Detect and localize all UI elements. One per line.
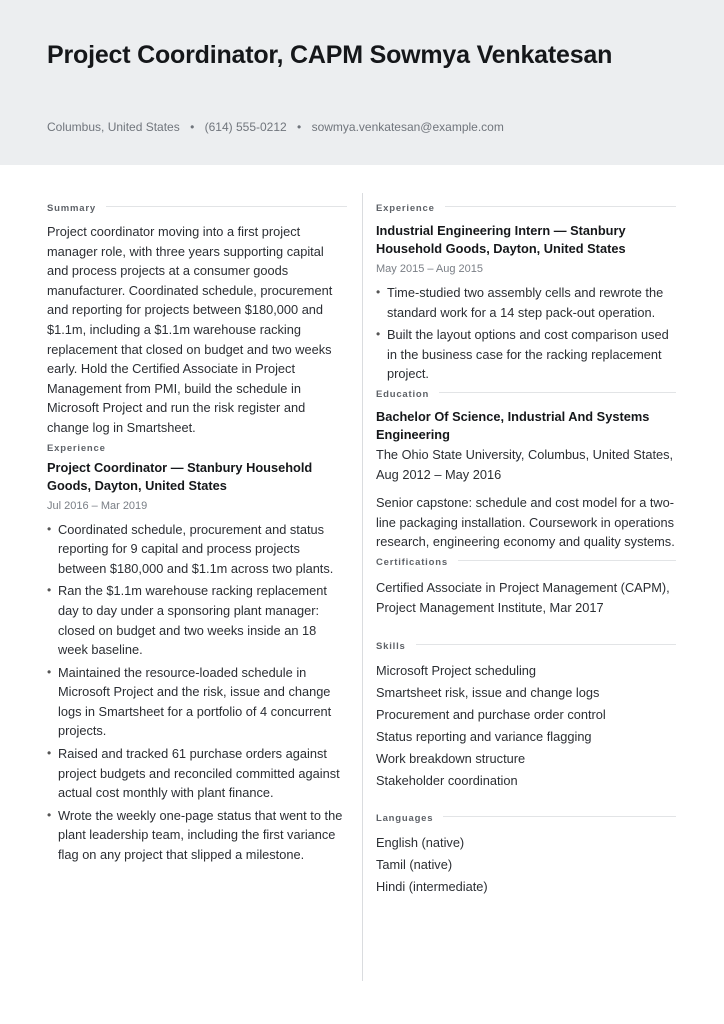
bullet-icon: • xyxy=(376,327,381,342)
experience-section xyxy=(47,438,347,865)
location: Columbus, United States xyxy=(47,120,180,134)
section-header xyxy=(47,198,347,213)
section-title: Education xyxy=(376,387,439,402)
job-dates: May 2015 – Aug 2015 xyxy=(376,263,484,275)
education-section xyxy=(376,384,676,552)
column-divider xyxy=(362,193,363,981)
phone: (614) 555-0212 xyxy=(204,120,287,134)
contact-line xyxy=(47,120,504,134)
list-item: Procurement and purchase order control xyxy=(376,707,606,723)
candidate-name: Project Coordinator, CAPM Sowmya Venkatesan xyxy=(47,41,613,69)
bullet-icon: • xyxy=(47,746,52,761)
list-item: • Ran the $1.1m warehouse racking replacement day to day under a sponsoring plant manager: closed on budget and two weeks inside an 18 week baseline. xyxy=(47,583,327,658)
bullet-icon: • xyxy=(47,807,52,822)
list-item: Microsoft Project scheduling xyxy=(376,663,537,679)
section-header xyxy=(376,636,676,651)
section-header xyxy=(376,384,676,399)
list-item: • Built the layout options and cost comparison used in the business case for the racking replacement project. xyxy=(376,327,669,382)
list-item: Status reporting and variance flagging xyxy=(376,729,592,745)
section-title: Skills xyxy=(376,639,416,654)
bullet-icon: • xyxy=(47,521,52,536)
list-item: Work breakdown structure xyxy=(376,751,526,767)
section-title: Languages xyxy=(376,811,443,826)
section-header xyxy=(376,198,676,213)
list-item: • Wrote the weekly one-page status that went to the plant leadership team, including the first variance flag on any project that slipped a milestone. xyxy=(47,807,343,863)
list-item: • Maintained the resource-loaded schedule in Microsoft Project and the risk, issue and change logs in Smartsheet for a portfolio of 4 concurrent projects. xyxy=(47,664,332,739)
list-item: English (native) xyxy=(376,835,465,851)
section-header xyxy=(47,438,347,453)
left-column xyxy=(47,198,347,868)
bullet-icon: • xyxy=(47,583,52,598)
skills-list xyxy=(376,660,676,792)
summary-text: Project coordinator moving into a first project manager role, with three years supporting capital and process projects at a consumer goods manufacturer. Coordinated schedule, procurement and reporting for projects between $180,000 and $1.1m, including a $1.1m warehouse racking replacement that closed on budget and two weeks early. Hold the Certified Associate in Project Management from PMI, build the schedule in Microsoft Project and run the risk register and change log in Smartsheet. xyxy=(47,224,333,435)
summary-section xyxy=(47,198,347,438)
section-header xyxy=(376,808,676,823)
languages-list xyxy=(376,832,676,898)
section-rule xyxy=(376,644,676,645)
experience-section xyxy=(376,198,676,384)
section-header xyxy=(376,552,676,567)
job-title: Industrial Engineering Intern — Stanbury Household Goods, Dayton, United States xyxy=(376,223,626,256)
separator-dot: • xyxy=(297,120,302,134)
list-item: • Raised and tracked 61 purchase orders against project budgets and reconciled committed against actual cost monthly with plant finance. xyxy=(47,746,340,801)
separator-dot: • xyxy=(190,120,195,134)
job-dates: Jul 2016 – Mar 2019 xyxy=(47,499,148,512)
certifications-section xyxy=(376,552,676,617)
list-item: Tamil (native) xyxy=(376,857,453,873)
section-title: Certifications xyxy=(376,555,458,570)
section-title: Summary xyxy=(47,201,106,216)
school-line: The Ohio State University, Columbus, United States, Aug 2012 – May 2016 xyxy=(376,446,674,482)
bullet-icon: • xyxy=(47,664,52,679)
list-item: • Coordinated schedule, procurement and status reporting for 9 capital and process projects between $180,000 and $1.1m across two plants. xyxy=(47,521,334,576)
resume-header xyxy=(0,0,724,165)
certification-text: Certified Associate in Project Management (CAPM), Project Management Institute, Mar 2017 xyxy=(376,579,670,615)
list-item: • Time-studied two assembly cells and rewrote the standard work for a 14 step pack-out operation. xyxy=(376,285,664,320)
list-item: Hindi (intermediate) xyxy=(376,879,488,895)
languages-section xyxy=(376,808,676,898)
email-link[interactable]: sowmya.venkatesan@example.com xyxy=(311,120,504,134)
job-title: Project Coordinator — Stanbury Household Goods, Dayton, United States xyxy=(47,459,313,493)
right-column xyxy=(376,198,676,898)
list-item: Smartsheet risk, issue and change logs xyxy=(376,685,600,701)
section-title: Experience xyxy=(376,201,445,216)
section-title: Experience xyxy=(47,441,116,456)
education-details: Senior capstone: schedule and cost model for a two-line packaging installation. Coursework in operations research, engineering economy and quality systems. xyxy=(376,495,675,550)
list-item: Stakeholder coordination xyxy=(376,773,518,789)
skills-section xyxy=(376,636,676,792)
job-bullets xyxy=(376,283,676,384)
degree-title: Bachelor Of Science, Industrial And Systems Engineering xyxy=(376,408,650,442)
job-bullets xyxy=(47,520,347,865)
bullet-icon: • xyxy=(376,285,381,299)
